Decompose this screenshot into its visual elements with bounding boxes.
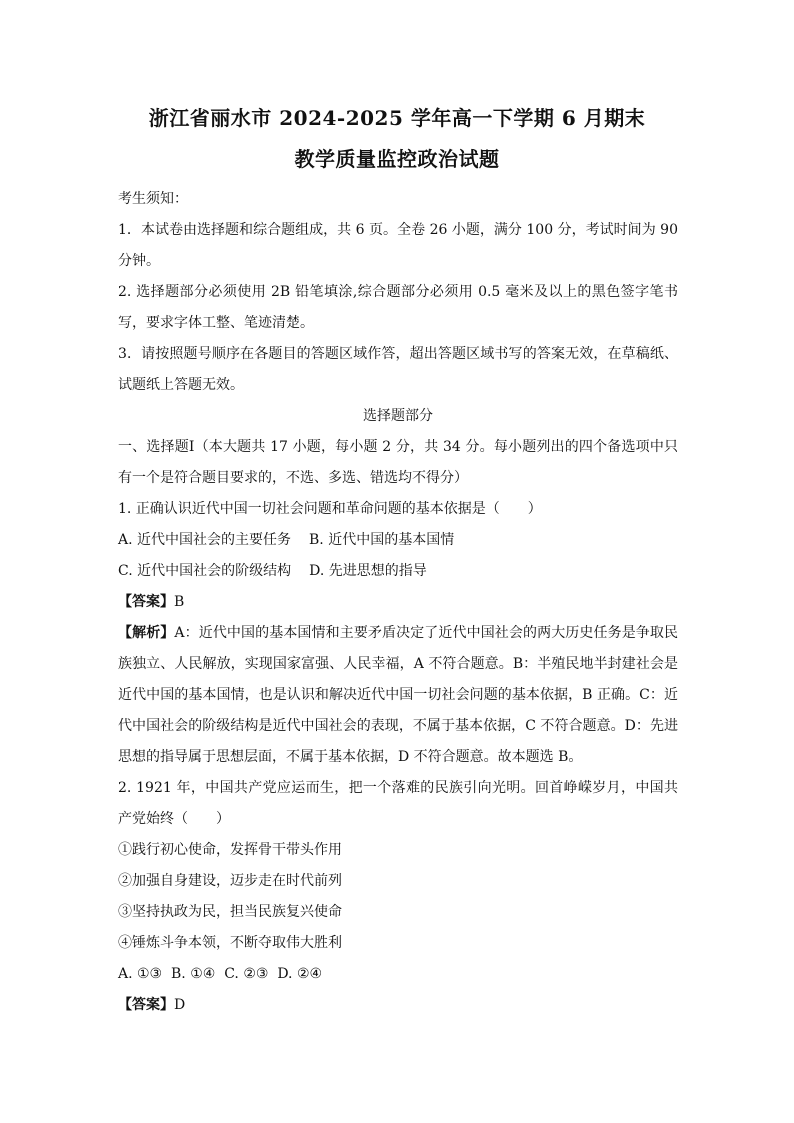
- question-1-option-b: B. 近代中国的基本国情: [309, 532, 455, 548]
- notice-item-3: 3．请按照题号顺序在各题目的答题区域作答，超出答题区域书写的答案无效，在草稿纸、试题纸上答题无效。: [118, 346, 678, 393]
- answer-value: B: [174, 594, 185, 610]
- question-1-options-row-2: [118, 556, 678, 587]
- answer-value: D: [174, 997, 186, 1013]
- question-2-options: A. ①③ B. ①④ C. ②③ D. ②④: [118, 966, 323, 982]
- analysis-text: A：近代中国的基本国情和主要矛盾决定了近代中国社会的两大历史任务是争取民族独立、人民解放，实现国家富强、人民幸福，A 不符合题意。B：半殖民地半封建社会是近代中国的基本国情，也是认识和解决近代中国一切社会问题的基本依据，B 正确。C：近代中国社会的阶级结构是近代中国社会的表现，不属于基本依据，C 不符合题意。D：先进思想的指导属于思想层面，不属于基本依据，D 不符合题意。故本题选 B。: [118, 625, 679, 765]
- document-body: [118, 184, 678, 1021]
- question-1-analysis: [118, 618, 678, 773]
- question-1-stem: 1. 正确认识近代中国一切社会问题和革命问题的基本依据是（ ）: [118, 501, 542, 517]
- section-title: 选择题部分: [363, 408, 433, 424]
- notice-item-2: 2. 选择题部分必须使用 2B 铅笔填涂,综合题部分必须用 0.5 毫米及以上的黑色签字笔书写，要求字体工整、笔迹清楚。: [118, 284, 678, 331]
- question-1-option-c: C. 近代中国社会的阶级结构: [118, 563, 292, 579]
- question-1-option-d: D. 先进思想的指导: [309, 563, 427, 579]
- question-1-option-a: A. 近代中国社会的主要任务: [118, 532, 292, 548]
- answer-label: 【答案】: [118, 997, 174, 1013]
- question-2-statement-1: ①践行初心使命，发挥骨干带头作用: [118, 842, 342, 858]
- question-2-statement-2: ②加强自身建设，迈步走在时代前列: [118, 873, 342, 889]
- document-title-line2: 教学质量监控政治试题: [294, 147, 500, 171]
- section-intro: 一、选择题Ⅰ（本大题共 17 小题，每小题 2 分，共 34 分。每小题列出的四个备选项中只有一个是符合题目要求的，不选、多选、错选均不得分）: [118, 439, 678, 486]
- question-1-answer: [118, 587, 678, 618]
- question-2-stem: 2. 1921 年，中国共产党应运而生，把一个落难的民族引向光明。回首峥嵘岁月，中国共产党始终（ ）: [118, 780, 678, 827]
- analysis-label: 【解析】: [118, 625, 175, 641]
- question-1-options-row-1: [118, 525, 678, 556]
- question-2-statement-4: ④锤炼斗争本领，不断夺取伟大胜利: [118, 935, 342, 951]
- notice-item-1: 1．本试卷由选择题和综合题组成，共 6 页。全卷 26 小题，满分 100 分，考试时间为 90 分钟。: [118, 222, 678, 269]
- answer-label: 【答案】: [118, 594, 174, 610]
- question-2-answer: [118, 990, 678, 1021]
- notice-heading: 考生须知：: [118, 191, 188, 207]
- document-title-line1: 浙江省丽水市 2024-2025 学年高一下学期 6 月期末: [148, 106, 646, 130]
- question-2-statement-3: ③坚持执政为民，担当民族复兴使命: [118, 904, 342, 920]
